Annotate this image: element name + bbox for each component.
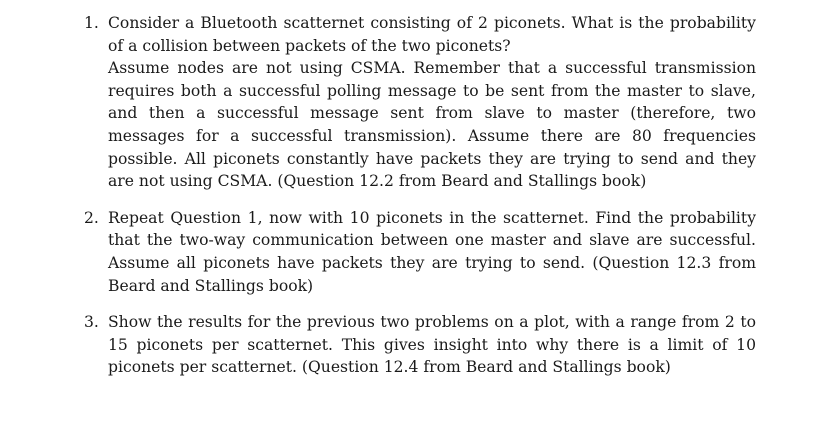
question-2 <box>84 207 756 297</box>
question-2-number: 2. <box>84 208 99 227</box>
question-2-text: Repeat Question 1, now with 10 piconets in the scatternet. Find the probability that the two-way communication between one master and slave are successful. Assume all piconets have packets they are trying to send. (Question 12.3 from Beard and Stallings book) <box>108 208 756 295</box>
problem-list <box>0 12 820 379</box>
question-1-number: 1. <box>84 14 99 32</box>
question-1-prompt: Consider a Bluetooth scatternet consisting of 2 piconets. What is the probability of a collision between packets of the two piconets? <box>108 14 756 55</box>
question-1-details: Assume nodes are not using CSMA. Remember that a successful transmission requires both a successful polling message to be sent from the master to slave, and then a successful message sent from slave to master (therefore, two messages for a successful transmission). Assume there are 80 frequencies possible. All piconets constantly have packets they are trying to send and they are not using CSMA. (Question 12.2 from Beard and Stallings book) <box>108 59 756 191</box>
question-3 <box>84 311 756 379</box>
question-3-text: Show the results for the previous two problems on a plot, with a range from 2 to 15 piconets per scatternet. This gives insight into why there is a limit of 10 piconets per scatternet. (Question 12.4 from Beard and Stallings book) <box>108 313 756 377</box>
question-1 <box>84 12 756 193</box>
question-3-number: 3. <box>84 313 99 332</box>
